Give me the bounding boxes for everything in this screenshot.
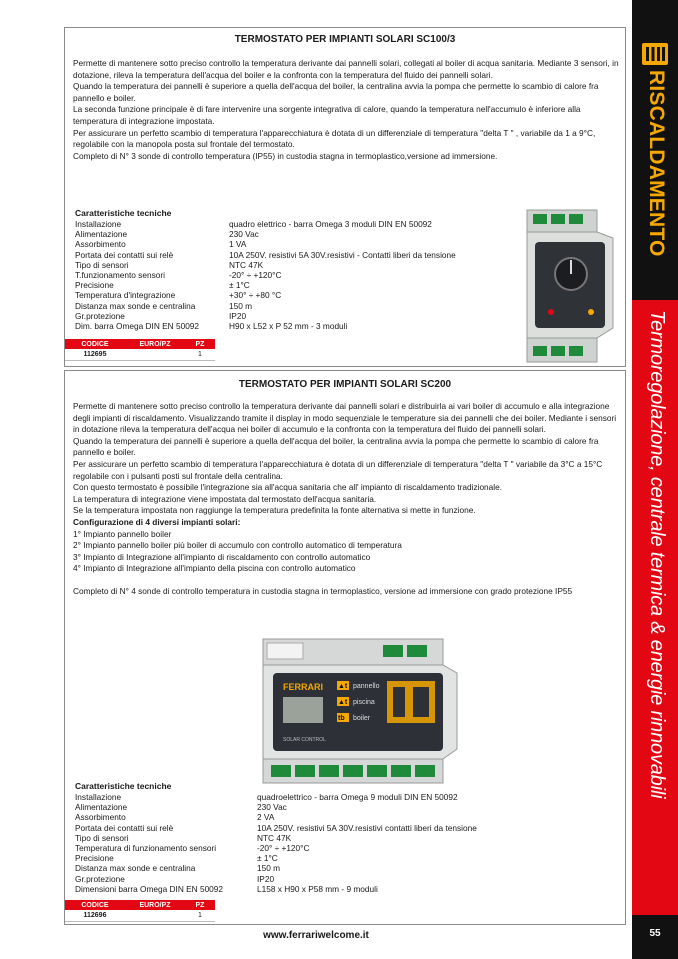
- spec-label: Portata dei contatti sui relè: [75, 249, 174, 260]
- product-quantity: 1: [185, 349, 215, 360]
- spec-row: [75, 229, 456, 239]
- spec-label: Portata dei contatti sui relè: [75, 822, 174, 833]
- spec-row: [75, 219, 456, 229]
- spec-label: Dimensioni barra Omega DIN EN 50092: [75, 883, 224, 894]
- order-table: [65, 900, 215, 922]
- spec-value: quadro elettrico - barra Omega 3 moduli DIN EN 50092: [229, 219, 432, 229]
- website-footer: www.ferrariwelcome.it: [263, 930, 369, 941]
- spec-row: [75, 311, 456, 321]
- order-table: [65, 339, 215, 361]
- configuration-title: Configurazione di 4 diversi impianti solari:: [73, 516, 241, 527]
- spec-row: [75, 853, 477, 863]
- product-code: 112696: [65, 910, 125, 921]
- pannello-label: pannello: [353, 683, 380, 690]
- spec-row: [75, 802, 477, 812]
- specs-table: [75, 219, 456, 331]
- description-paragraph: Permette di mantenere sotto preciso controllo la temperatura derivante dai pannelli solari e distribuirla ai vari boiler di accumulo e alla integrazione degli impianti di riscaldamento. Visualizzando tramite il display in modo sequenziale le temperature sia dei pannelli che dei boiler. Mediante i sensori in dotazione rileva la temperatura dell'acqua nei boiler di accumulo e la confronta con la temperatura del fluido dei pannelli solari.: [73, 401, 617, 435]
- spec-value: ± 1°C: [257, 853, 278, 864]
- description-paragraph: Con questo termostato è possibile l'integrazione sia all'acqua sanitaria che all' impianto di riscaldamento tradizionale.: [73, 482, 503, 493]
- spec-label: Dim. barra Omega DIN EN 50092: [75, 321, 200, 332]
- spec-row: [75, 239, 456, 249]
- price-header: EURO/PZ: [125, 339, 185, 349]
- spec-value: L158 x H90 x P58 mm - 9 moduli: [257, 883, 378, 894]
- spec-row: [75, 833, 477, 843]
- spec-value: 2 VA: [257, 812, 275, 823]
- specs-title: Caratteristiche tecniche: [75, 208, 172, 218]
- spec-value: NTC 47K: [257, 832, 292, 843]
- spec-row: [75, 863, 477, 873]
- configuration-item: 2° Impianto pannello boiler più boiler di accumulo con controllo automatico di temperatura: [73, 540, 402, 551]
- quantity-header: PZ: [185, 900, 215, 910]
- category-subtitle: Termoregolazione, centrale termica & energie rinnovabili: [646, 310, 668, 799]
- product-description: [73, 401, 619, 598]
- spec-value: 1 VA: [229, 239, 247, 250]
- radiator-icon: [639, 38, 671, 70]
- pannello-button: ▲t: [338, 683, 348, 690]
- spec-value: 10A 250V. resistivi 5A 30V.resistivi - Contatti liberi da tensione: [229, 249, 456, 260]
- spec-row: [75, 270, 456, 280]
- spec-row: [75, 812, 477, 822]
- spec-label: Precisione: [75, 280, 114, 291]
- configuration-item: 3° Impianto di Integrazione all'impianto di riscaldamento con controllo automatico: [73, 551, 371, 562]
- configuration-item: 4° Impianto di Integrazione all'impianto della piscina con controllo automatico: [73, 563, 356, 574]
- spec-label: Assorbimento: [75, 812, 126, 823]
- spec-value: IP20: [257, 873, 275, 884]
- spec-value: 150 m: [257, 863, 281, 874]
- description-paragraph: Se la temperatura impostata non raggiunge la temperatura predefinita la fonte alternativa si mette in funzione.: [73, 505, 476, 516]
- category-title: RISCALDAMENTO: [645, 70, 668, 257]
- spec-row: [75, 884, 477, 894]
- product-description: [73, 58, 619, 162]
- spec-label: Temperatura di funzionamento sensori: [75, 843, 217, 854]
- spec-row: [75, 301, 456, 311]
- product-title: TERMOSTATO PER IMPIANTI SOLARI SC100/3: [234, 34, 456, 45]
- product-price: [125, 910, 185, 921]
- completion-note: Completo di N° 4 sonde di controllo temperatura in custodia stagna in termoplastico, versione ad immersione con grado protezione IP55: [73, 585, 573, 596]
- spec-value: H90 x L52 x P 52 mm - 3 moduli: [229, 321, 348, 332]
- description-paragraph: Permette di mantenere sotto preciso controllo la temperatura derivante dai pannelli solari, collegati al boiler di acqua sanitaria. Mediante 3 sensori, in dotazione, rileva la temperatura dell'acqua del boiler e la confronta con la temperatura del fluido dei pannelli solari.: [73, 58, 619, 80]
- description-paragraph: Completo di N° 3 sonde di controllo temperatura (IP55) in custodia stagna in termoplastico,versione ad immersione.: [73, 150, 498, 161]
- spec-value: -20° ÷ +120°C: [229, 270, 282, 281]
- price-header: EURO/PZ: [125, 900, 185, 910]
- spec-row: [75, 843, 477, 853]
- spec-row: [75, 874, 477, 884]
- spec-label: Alimentazione: [75, 802, 128, 813]
- product-quantity: 1: [185, 910, 215, 921]
- product-card-sc200: [64, 370, 626, 925]
- specs-table: [75, 792, 477, 894]
- product-title: TERMOSTATO PER IMPIANTI SOLARI SC200: [238, 379, 452, 390]
- spec-row: [75, 792, 477, 802]
- spec-value: 230 Vac: [257, 802, 287, 813]
- solar-control-sc200-image: [243, 637, 477, 787]
- boiler-button: tb: [338, 715, 345, 722]
- configuration-item: 1° Impianto pannello boiler: [73, 528, 172, 539]
- spec-row: [75, 280, 456, 290]
- spec-label: Alimentazione: [75, 229, 128, 240]
- description-paragraph: Quando la temperatura dei pannelli è superiore a quella dell'acqua del boiler, la centralina avvia la pompa che permette lo scambio di calore fra pannello e boiler.: [73, 435, 599, 458]
- spec-value: 230 Vac: [229, 229, 259, 240]
- code-header: CODICE: [65, 900, 125, 910]
- category-sidebar: [632, 0, 678, 959]
- piscina-label: piscina: [353, 699, 375, 706]
- quantity-header: PZ: [185, 339, 215, 349]
- spec-row: [75, 823, 477, 833]
- product-code: 112695: [65, 349, 125, 360]
- spec-row: [75, 290, 456, 300]
- spec-value: 150 m: [229, 300, 253, 311]
- code-header: CODICE: [65, 339, 125, 349]
- spec-label: Installazione: [75, 792, 122, 802]
- spec-value: ± 1°C: [229, 280, 250, 291]
- spec-label: T.funzionamento sensori: [75, 270, 165, 281]
- spec-label: Precisione: [75, 853, 114, 864]
- spec-value: NTC 47K: [229, 259, 264, 270]
- spec-label: Installazione: [75, 219, 122, 229]
- spec-row: [75, 250, 456, 260]
- thermostat-sc100-image: [513, 208, 625, 368]
- description-paragraph: Per assicurare un perfetto scambio di temperatura l'apparecchiatura è dotata di un differenziale di temperatura "delta T " , variabile da 1 a 9°C, regolabile con la manopola posta sul frontale del termostato.: [73, 127, 596, 150]
- product-card-sc100: [64, 27, 626, 367]
- spec-label: Distanza max sonde e centralina: [75, 863, 196, 874]
- description-paragraph: La seconda funzione principale è di fare intervenire una sorgente integrativa di calore, quando la temperatura nell'accumulo è inferiore alla temperatura di integrazione impostata.: [73, 104, 581, 126]
- spec-label: Assorbimento: [75, 239, 126, 250]
- spec-row: [75, 321, 456, 331]
- device-panel-label: SOLAR CONTROL: [283, 737, 326, 743]
- description-paragraph: Per assicurare un perfetto scambio di temperatura l'apparecchiatura è dotata di un differenziale di temperatura "delta T " variabile da 3°C a 15°C regolabile con i pulsanti posti sul frontale della centralina.: [73, 458, 603, 481]
- boiler-label: boiler: [353, 715, 371, 722]
- page-number: 55: [649, 928, 661, 939]
- description-paragraph: Quando la temperatura dei pannelli è superiore a quella dell'acqua del boiler, la centralina avvia la pompa che permette lo scambio di calore fra pannello e boiler.: [73, 81, 599, 103]
- description-paragraph: La temperatura di integrazione viene impostata dal termostato dell'acqua sanitaria.: [73, 493, 377, 504]
- spec-value: quadroelettrico - barra Omega 9 moduli DIN EN 50092: [257, 792, 458, 802]
- spec-label: Tipo di sensori: [75, 259, 129, 270]
- spec-value: 10A 250V. resistivi 5A 30V.resistivi contatti liberi da tensione: [257, 822, 477, 833]
- specs-title: Caratteristiche tecniche: [75, 781, 172, 791]
- spec-value: -20° ÷ +120°C: [257, 843, 310, 854]
- spec-value: IP20: [229, 310, 247, 321]
- product-price: [125, 349, 185, 360]
- spec-label: Tipo di sensori: [75, 832, 129, 843]
- device-brand: FERRARI: [283, 682, 323, 692]
- spec-value: +30° ÷ +80 °C: [229, 290, 282, 301]
- spec-label: Gr.protezione: [75, 873, 125, 884]
- spec-label: Temperatura d'integrazione: [75, 290, 176, 301]
- spec-label: Distanza max sonde e centralina: [75, 300, 196, 311]
- piscina-button: ▲t: [338, 699, 348, 706]
- spec-row: [75, 260, 456, 270]
- spec-label: Gr.protezione: [75, 310, 125, 321]
